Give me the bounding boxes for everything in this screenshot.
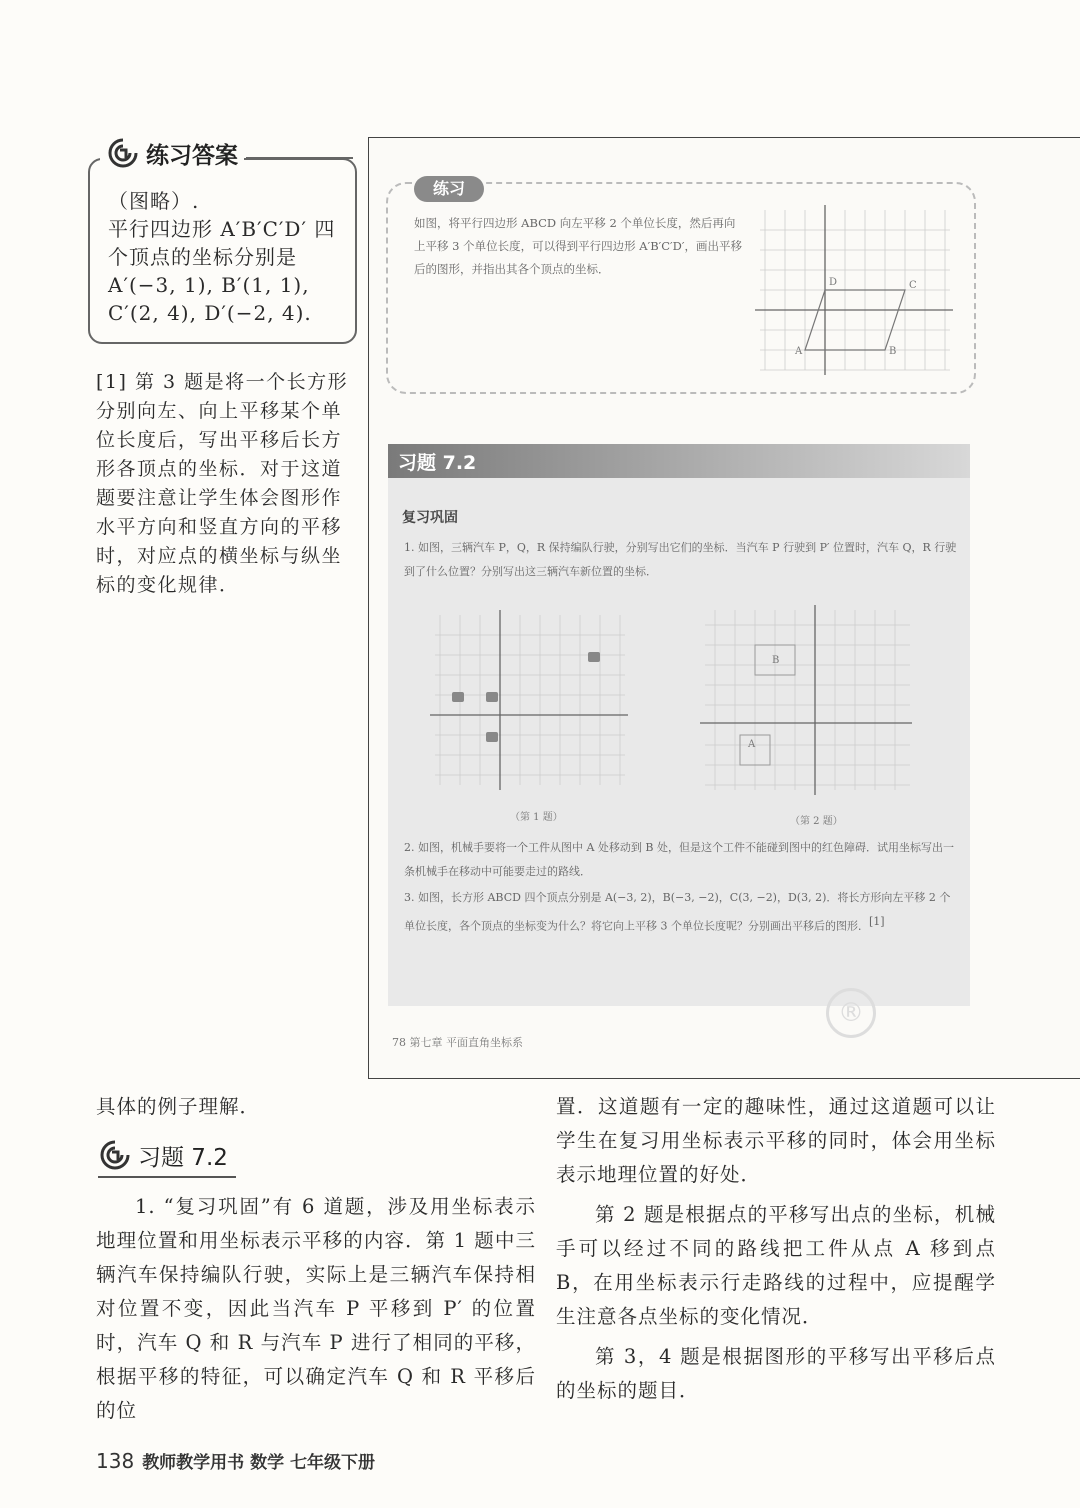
car-icon <box>588 652 600 662</box>
book-title: 教师教学用书 数学 七年级下册 <box>142 1453 376 1473</box>
point-label-b: B <box>772 655 780 666</box>
page-footer <box>96 1448 375 1473</box>
answer-line-4: A′(−3, 1), B′(1, 1), <box>108 273 310 297</box>
textbook-footer: 78 第七章 平面直角坐标系 <box>392 1036 523 1049</box>
teaching-note: [1] 第 3 题是将一个长方形分别向左、向上平移某个单位长度后，写出平移后长方形各顶点的坐标．对于这道题要注意让学生体会图形作水平方向和竖直方向的平移时，对应点的横坐标与纵坐标的变化规律． <box>96 371 349 596</box>
left-column-continuation: 具体的例子理解． <box>96 1095 261 1118</box>
divider <box>246 157 353 159</box>
practice-tag: 练习 <box>414 176 484 202</box>
footnote-mark: [1] <box>869 915 885 928</box>
exercise-subtitle: 复习巩固 <box>402 510 458 526</box>
right-paragraph-1: 置．这道题有一定的趣味性，通过这道题可以让学生在复习用坐标表示平移的同时，体会用坐标表示地理位置的好处． <box>556 1095 996 1186</box>
figure-1-grid <box>430 610 630 790</box>
exercise-title: 习题 7.2 <box>398 452 477 474</box>
answer-header-title: 练习答案 <box>146 142 238 169</box>
figure-2-grid <box>700 605 915 795</box>
car-icon <box>486 732 498 742</box>
exercise-question-3-text: 3. 如图，长方形 ABCD 四个顶点分别是 A(−3, 2)，B(−3, −2)，C(3, −2)，D(3, 2)．将长方形向左平移 2 个单位长度，各个顶点的坐标变为什么？将它向上平移 3 个单位长度呢？分别画出平移后的图形． <box>404 891 951 933</box>
point-label-a: A <box>795 346 803 357</box>
right-paragraph-2: 第 2 题是根据点的平移写出点的坐标，机械手可以经过不同的路线把工件从点 A 移到点 B，在用坐标表示行走路线的过程中，应提醒学生注意各点坐标的变化情况． <box>556 1203 996 1328</box>
registered-mark: ® <box>826 988 876 1038</box>
parallelogram-abcd <box>805 290 905 350</box>
figure-2-caption: （第 2 题） <box>790 816 843 827</box>
answer-line-2: 平行四边形 A′B′C′D′ 四 <box>108 217 336 241</box>
point-label-b: B <box>889 346 897 357</box>
practice-grid-figure <box>755 205 955 375</box>
answer-header <box>100 136 244 170</box>
right-column <box>556 1090 996 1408</box>
answer-line-5: C′(2, 4), D′(−2, 4). <box>108 301 312 325</box>
practice-text: 如图，将平行四边形 ABCD 向左平移 2 个单位长度，然后再向上平移 3 个单位长度，可以得到平行四边形 A′B′C′D′，画出平移后的图形，并指出其各个顶点的坐标． <box>414 216 742 276</box>
car-icon <box>486 692 498 702</box>
point-label-a: A <box>748 739 756 750</box>
section-swirl-icon <box>98 1138 132 1172</box>
right-paragraph-3: 第 3，4 题是根据图形的平移写出平移后点的坐标的题目． <box>556 1345 996 1402</box>
left-column-paragraph: 1. “复习巩固”有 6 道题，涉及用坐标表示地理位置和用坐标表示平移的内容．第 1 题中三辆汽车保持编队行驶，实际上是三辆汽车保持相对位置不变，因此当汽车 P 平移到 P′ 的位置时，汽车 Q 和 R 与汽车 P 进行了相同的平移，根据平移的特征，可以确定汽车 Q 和 R 平移后的位 <box>96 1195 536 1422</box>
exercise-question-2: 2. 如图，机械手要将一个工件从图中 A 处移动到 B 处，但是这个工件不能碰到图中的红色障碍．试用坐标写出一条机械手在移动中可能要走过的路线． <box>404 841 955 878</box>
figure-1-caption: （第 1 题） <box>510 812 563 823</box>
divider <box>98 1176 236 1178</box>
point-label-c: C <box>909 280 917 291</box>
section-swirl-icon <box>106 136 140 170</box>
page-number: 138 <box>96 1449 135 1473</box>
exercise-section-title: 习题 7.2 <box>138 1144 228 1171</box>
point-label-d: D <box>829 277 838 288</box>
answer-line-3: 个顶点的坐标分别是 <box>108 245 297 269</box>
exercise-section-header <box>98 1138 228 1172</box>
car-icon <box>452 692 464 702</box>
answer-line-1: （图略）. <box>108 189 200 213</box>
exercise-question-1: 1. 如图，三辆汽车 P，Q，R 保持编队行驶，分别写出它们的坐标．当汽车 P 行驶到 P′ 位置时，汽车 Q，R 行驶到了什么位置？分别写出这三辆汽车新位置的坐标． <box>404 541 957 578</box>
exercise-question-3 <box>404 886 960 939</box>
